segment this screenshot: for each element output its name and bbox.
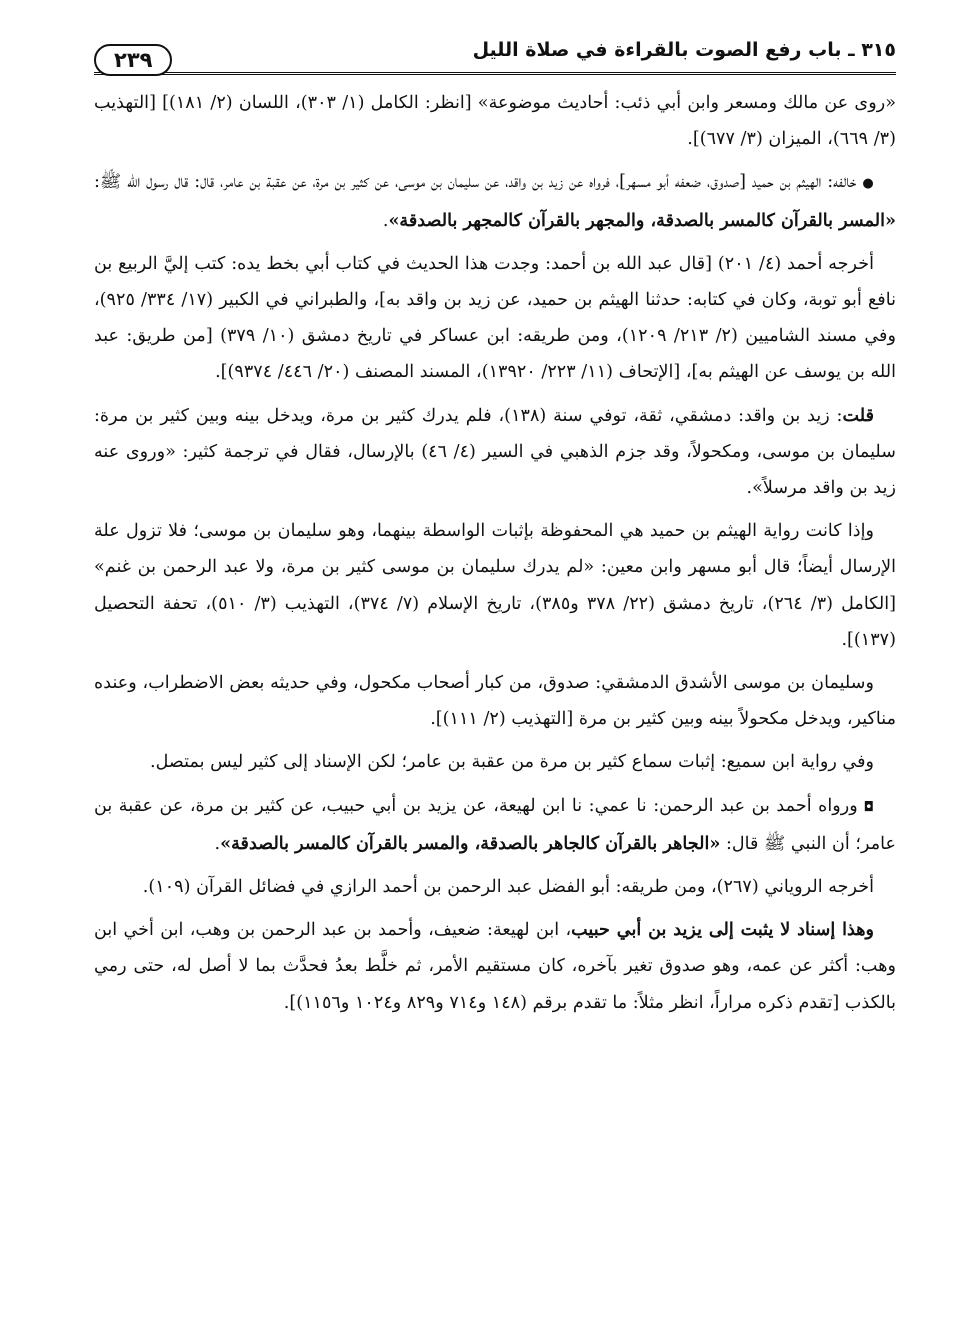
page-number-badge: ٢٣٩ [94,44,172,76]
paragraph-1-text: «روى عن مالك ومسعر وابن أبي ذئب: أحاديث موضوعة» [انظر: الكامل (١/ ٣٠٣)، اللسان (٢/ ١٨١)] [التهذيب (٣/ ٦٦٩)، الميزان (٣/ ٦٧٧)]. [94,93,896,150]
paragraph-2 [94,164,896,238]
paragraph-4 [94,398,896,507]
paragraph-6 [94,665,896,737]
paragraph-2-text: خالفه: الهيثم بن حميد [صدوق، ضعفه أبو مسهر]، فرواه عن زيد بن واقد، عن سليمان بن موسى، عن كثير بن مرة، عن عقبة بن عامر، قال: قال رسول الله ﷺ: [94,172,857,193]
judgement-text: وهذا إسناد لا يثبت إلى يزيد بن أبي حبيب [571,919,874,941]
paragraph-3 [94,246,896,391]
running-title: ٣١٥ ـ باب رفع الصوت بالقراءة في صلاة الليل [472,39,896,61]
paragraph-4-text: : زيد بن واقد: دمشقي، ثقة، توفي سنة (١٣٨)، فلم يدرك كثير بن مرة، ويدخل بينه وبين كثير بن مرة: سليمان بن موسى، ومكحولاً، وقد جزم الذهبي في السير (٤/ ٤٦) بالإرسال، فقال في ترجمة كثير: «وروى عنه زيد بن واقد مرسلاً». [94,405,896,499]
paragraph-5-text: وإذا كانت رواية الهيثم بن حميد هي المحفوظة بإثبات الواسطة بينهما، وهو سليمان بن موسى؛ فلا تزول علة الإرسال أيضاً؛ قال أبو مسهر وابن معين: «لم يدرك سليمان بن موسى كثير بن مرة، ولا عبد الرحمن بن غنم» [الكامل (٣/ ٢٦٤)، تاريخ دمشق (٢٢/ ٣٧٨ و٣٨٥)، تاريخ الإسلام (٧/ ٣٧٤)، التهذيب (٣/ ٥١٠)، تحفة التحصيل (١٣٧)]. [94,521,897,650]
paragraph-9-text: أخرجه الروياني (٢٦٧)، ومن طريقه: أبو الفضل عبد الرحمن بن أحمد الرازي في فضائل القرآن (١٠٩). [142,877,874,898]
page-header [94,28,896,75]
bullet-circle-icon: ◘ [863,799,874,815]
paragraph-1 [94,85,896,157]
paragraph-2-end: . [382,210,389,231]
paragraph-8 [94,788,896,862]
paragraph-7-text: وفي رواية ابن سميع: إثبات سماع كثير بن مرة من عقبة بن عامر؛ لكن الإسناد إلى كثير ليس بمتصل. [150,752,874,773]
paragraph-5 [94,513,896,658]
paragraph-9 [94,869,896,905]
paragraph-6-text: وسليمان بن موسى الأشدق الدمشقي: صدوق، من كبار أصحاب مكحول، وفي حديثه بعض الاضطراب، وعنده مناكير، ويدخل مكحولاً بينه وبين كثير بن مرة [التهذيب (٢/ ١١١)]. [94,673,896,730]
hadith-text-1: «المسر بالقرآن كالمسر بالصدقة، والمجهر بالقرآن كالمجهر بالصدقة» [388,209,896,231]
paragraph-8-text: ورواه أحمد بن عبد الرحمن: نا عمي: نا ابن لهيعة، عن يزيد بن أبي حبيب، عن كثير بن مرة، عن عقبة بن عامر؛ أن النبي ﷺ قال: [94,795,896,854]
paragraph-3-text: أخرجه أحمد (٤/ ٢٠١) [قال عبد الله بن أحمد: وجدت هذا الحديث في كتاب أبي بخط يده: كتب إليَّ الربيع بن نافع أبو توبة، وكان في كتابه: حدثنا الهيثم بن حميد، عن زيد بن واقد به]، والطبراني في الكبير (١٧/ ٣٣٤/ ٩٢٥)، وفي مسند الشاميين (٢/ ٢١٣/ ١٢٠٩)، ومن طريقه: ابن عساكر في تاريخ دمشق (١٠/ ٣٧٩) [من طريق: عبد الله بن يوسف عن الهيثم به]، [الإتحاف (١١/ ٢٢٣/ ١٣٩٢٠)، المسند المصنف (٢٠/ ٤٤٦/ ٩٣٧٤)]. [94,253,896,383]
note-label: قلت [842,404,874,426]
paragraph-8-end: . [214,833,221,854]
bullet-dot-icon: ● [862,176,875,192]
paragraph-7 [94,744,896,780]
paragraph-10 [94,912,896,1021]
paragraph-10-text: ، ابن لهيعة: ضعيف، وأحمد بن عبد الرحمن بن وهب، ابن أخي ابن وهب: أكثر عن عمه، وهو صدوق تغير بآخره، كان مستقيم الأمر، ثم خلَّط بعدُ فحدَّث بما لا أصل له، حتى رمي بالكذب [تقدم ذكره مراراً، انظر مثلاً: ما تقدم برقم (١٤٨ و٧١٤ و٨٢٩ و١٠٢٤ و١١٥٦)]. [94,920,896,1013]
hadith-text-2: «الجاهر بالقرآن كالجاهر بالصدقة، والمسر بالقرآن كالمسر بالصدقة» [220,832,721,854]
page-body [94,85,896,1021]
